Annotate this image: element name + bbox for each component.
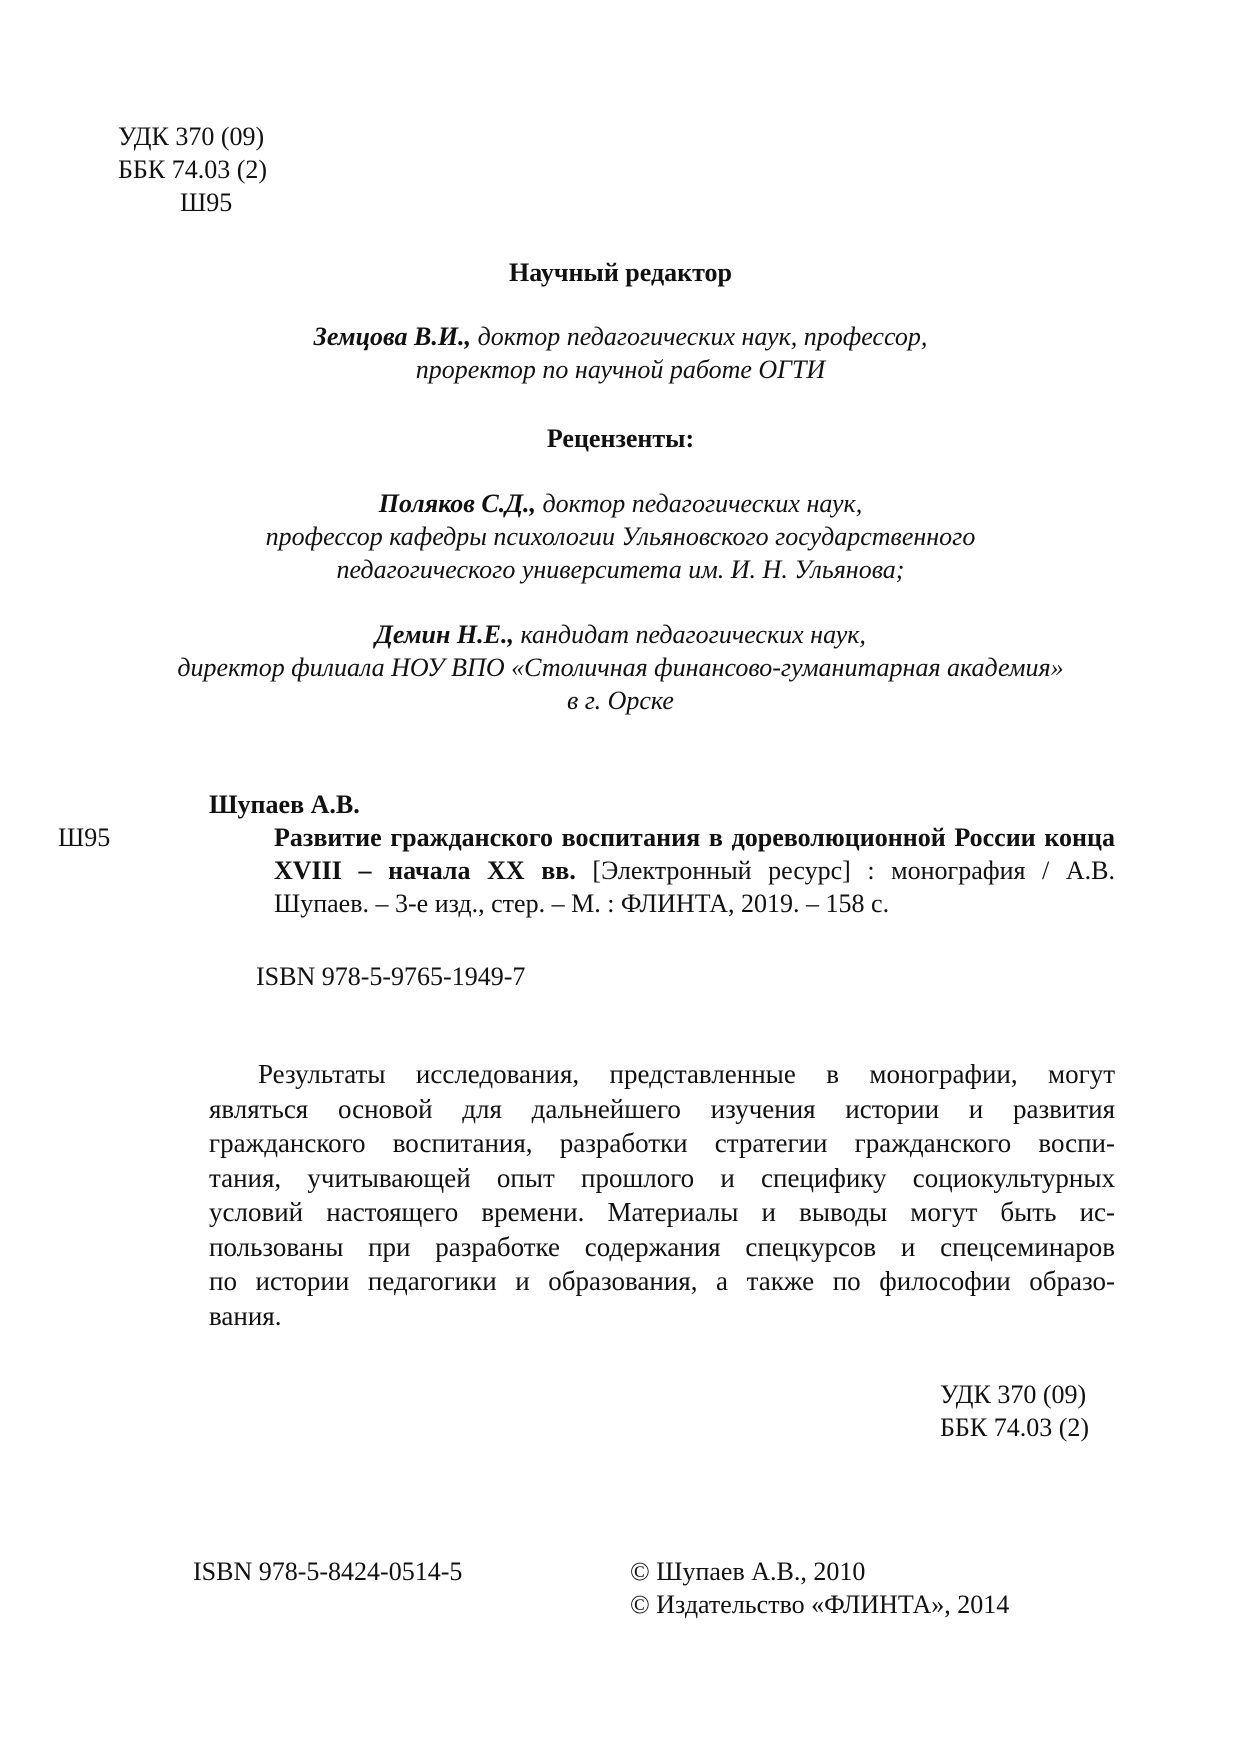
editor-position: проректор по научной работе ОГТИ (415, 355, 826, 384)
udk-code: УДК 370 (09) (118, 122, 265, 151)
annotation-line: тания, учитывающей опыт прошлого и специфику социокультурных (209, 1162, 1115, 1193)
annotation-line: вания. (209, 1300, 282, 1331)
annotation-line: являться основой для дальнейшего изучения истории и развития (209, 1093, 1115, 1124)
call-mark: Ш95 (58, 823, 111, 852)
reviewer-entry (0, 487, 1241, 586)
reviewers-heading: Рецензенты: (546, 424, 695, 453)
reviewer-degree: доктор педагогических наук, (536, 489, 863, 518)
copyright-block (630, 1555, 1009, 1621)
scientific-editor-heading: Научный редактор (508, 258, 732, 287)
bbk-code: ББК 74.03 (2) (940, 1413, 1090, 1442)
reviewer-affiliation: в г. Орске (567, 686, 674, 715)
author-heading: Шупаев А.В. (209, 790, 360, 819)
reviewer-degree: кандидат педагогических наук, (514, 620, 866, 649)
annotation-line: пользованы при разработке содержания спецкурсов и спецсеминаров (209, 1231, 1115, 1262)
bottom-classification-codes (940, 1378, 1089, 1444)
annotation-line: гражданского воспитания, разработки стратегии гражданского воспи- (209, 1128, 1115, 1158)
annotation-line: по истории педагогики и образования, а также по философии образо- (209, 1266, 1115, 1296)
reviewer-position: директор филиала НОУ ВПО «Столичная финансово-гуманитарная академия» (177, 653, 1064, 682)
scientific-editor-info (0, 320, 1241, 386)
annotation-paragraph (209, 1057, 1115, 1333)
editor-name: Земцова В.И., (313, 322, 472, 351)
copyright-publisher: © Издательство «ФЛИНТА», 2014 (630, 1590, 1010, 1619)
top-classification-codes (118, 120, 267, 219)
bibliographic-description (209, 821, 1115, 920)
reviewer-name: Поляков С.Д., (378, 489, 537, 518)
bbk-code: ББК 74.03 (2) (118, 155, 268, 184)
reviewer-name: Демин Н.Е., (375, 620, 514, 649)
annotation-line: условий настоящего времени. Материалы и выводы могут быть ис- (209, 1197, 1115, 1227)
udk-code: УДК 370 (09) (940, 1380, 1087, 1409)
annotation-line: Результаты исследования, представленные в монографии, могут (258, 1059, 1115, 1089)
book-details: [Электронный ресурс] : монография / А.В. Шупаев. – 3-е изд., стер. – М. : ФЛИНТА, 2019. – 158 с. (274, 856, 1115, 918)
isbn-print: ISBN 978-5-8424-0514-5 (193, 1557, 463, 1586)
editor-degree: доктор педагогических наук, профессор, (471, 322, 928, 351)
reviewer-entry (0, 618, 1241, 717)
reviewer-affiliation: педагогического университета им. И. Н. Ульянова; (336, 555, 905, 584)
isbn-electronic: ISBN 978-5-9765-1949-7 (256, 962, 526, 991)
author-mark: Ш95 (180, 188, 233, 217)
book-title: Развитие гражданского воспитания в дореволюционной России конца XVIII – начала XX вв. (274, 823, 1115, 885)
reviewer-position: профессор кафедры психологии Ульяновского государственного (265, 522, 976, 551)
copyright-author: © Шупаев А.В., 2010 (630, 1557, 866, 1586)
